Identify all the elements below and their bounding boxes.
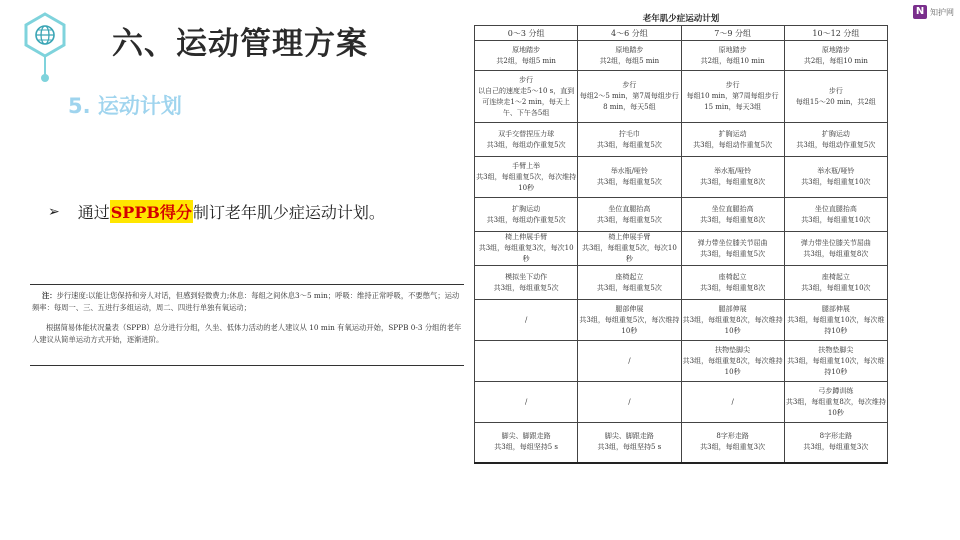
header-hexagon <box>22 12 68 70</box>
table-cell: 步行 以自己的速度走5～10 s，直到可连续走1～2 min，每天上午、下午各5组 <box>475 71 578 123</box>
table-row <box>475 157 888 198</box>
page-title: 六、运动管理方案 <box>112 26 368 62</box>
bullet-highlight: SPPB得分 <box>110 200 193 223</box>
table-cell: 坐位直腿抬高 共3组，每组重复5次 <box>578 198 681 232</box>
table-cell: 腿部伸展 共3组，每组重复5次，每次维持10秒 <box>578 300 681 341</box>
table-row <box>475 266 888 300</box>
bullet-text-after: 制订老年肌少症运动计划。 <box>192 203 385 222</box>
table-cell: 扩胸运动 共3组，每组动作重复5次 <box>784 123 887 157</box>
table-header: 4～6 分组 <box>578 26 681 41</box>
table-row <box>475 423 888 463</box>
table-header: 10～12 分组 <box>784 26 887 41</box>
note-line-1 <box>32 290 462 314</box>
table-row <box>475 232 888 266</box>
table-row <box>475 71 888 123</box>
bullet-point <box>48 200 385 223</box>
table-cell: 原地踏步 共2组，每组10 min <box>784 41 887 71</box>
table-cell: 步行 每组2～5 min，第7周每组步行8 min，每天5组 <box>578 71 681 123</box>
table-cell: 原地踏步 共2组，每组5 min <box>578 41 681 71</box>
table-cell: 手臂上举 共3组，每组重复5次，每次维持10秒 <box>475 157 578 198</box>
zhihuwang-logo <box>913 5 954 19</box>
table-cell: 腿部伸展 共3组，每组重复8次，每次维持10秒 <box>681 300 784 341</box>
table-cell: / <box>681 382 784 423</box>
note-line-1-text: 步行速度:以能让您保持和旁人对话，但感到轻微费力;休息：每组之间休息3～5 min；呼吸：维持正常呼吸，不要憋气；运动频率：每周一、三、五进行多组运动，周二、四进行单独有氧运动； <box>32 291 460 312</box>
table-cell: 双手交替捏压力球 共3组，每组动作重复5次 <box>475 123 578 157</box>
table-cell: 原地踏步 共2组，每组10 min <box>681 41 784 71</box>
table-cell: / <box>578 382 681 423</box>
table-cell: 扩胸运动 共3组，每组动作重复5次 <box>681 123 784 157</box>
table-cell: 脚尖、脚跟走路 共3组，每组坚持5 s <box>475 423 578 463</box>
bullet-text-before: 通过 <box>77 203 110 222</box>
table-cell: 8字形走路 共3组，每组重复3次 <box>784 423 887 463</box>
table-title: 老年肌少症运动计划 <box>642 14 720 24</box>
table-cell: / <box>475 300 578 341</box>
table-cell: 坐位直腿抬高 共3组，每组重复8次 <box>681 198 784 232</box>
table-header: 0～3 分组 <box>475 26 578 41</box>
table-cell: / <box>475 382 578 423</box>
table-cell: 椅上伸展手臂 共3组，每组重复3次，每次10秒 <box>475 232 578 266</box>
table-row <box>475 198 888 232</box>
arrow-bullet-icon: ➢ <box>48 203 60 220</box>
logo-text: 知护网 <box>930 7 954 17</box>
hexagon-stem <box>44 56 46 76</box>
table-cell: 座椅起立 共3组，每组重复5次 <box>578 266 681 300</box>
logo-mark: N <box>913 5 927 19</box>
table-cell: 腿部伸展 共3组，每组重复10次，每次维持10秒 <box>784 300 887 341</box>
hexagon-dot <box>41 74 49 82</box>
table-cell: 弹力带坐位膝关节屈曲 共3组，每组重复5次 <box>681 232 784 266</box>
table-cell <box>475 341 578 382</box>
table-header-row <box>475 26 888 41</box>
table-row <box>475 41 888 71</box>
table-header: 7～9 分组 <box>681 26 784 41</box>
exercise-plan-table <box>474 25 888 464</box>
table-cell: 模拟坐下动作 共3组，每组重复5次 <box>475 266 578 300</box>
table-cell: 原地踏步 共2组，每组5 min <box>475 41 578 71</box>
table-cell: 扶物垫脚尖 共3组，每组重复10次，每次维持10秒 <box>784 341 887 382</box>
table-cell: 扩胸运动 共3组，每组动作重复5次 <box>475 198 578 232</box>
table-cell: 座椅起立 共3组，每组重复10次 <box>784 266 887 300</box>
table-row <box>475 341 888 382</box>
table-cell: 椅上伸展手臂 共3组，每组重复5次，每次10秒 <box>578 232 681 266</box>
table-cell: 弓步蹲训练 共3组，每组重复8次，每次维持10秒 <box>784 382 887 423</box>
table-cell: / <box>578 341 681 382</box>
table-cell: 坐位直腿抬高 共3组，每组重复10次 <box>784 198 887 232</box>
table-row <box>475 382 888 423</box>
globe-icon <box>22 12 68 58</box>
table-cell: 脚尖、脚跟走路 共3组，每组坚持5 s <box>578 423 681 463</box>
table-cell: 举水瓶/哑铃 共3组，每组重复10次 <box>784 157 887 198</box>
table-cell: 座椅起立 共3组，每组重复8次 <box>681 266 784 300</box>
table-cell: 8字形走路 共3组，每组重复3次 <box>681 423 784 463</box>
section-subtitle: 5. 运动计划 <box>68 94 182 118</box>
table-cell: 弹力带坐位膝关节屈曲 共3组，每组重复8次 <box>784 232 887 266</box>
table-row <box>475 300 888 341</box>
note-label: 注： <box>42 291 57 300</box>
table-cell: 步行 每组15～20 min，共2组 <box>784 71 887 123</box>
note-box <box>30 284 464 366</box>
table-cell: 步行 每组10 min，第7周每组步行15 min，每天3组 <box>681 71 784 123</box>
table-cell: 拧毛巾 共3组，每组重复5次 <box>578 123 681 157</box>
table-row <box>475 123 888 157</box>
table-cell: 扶物垫脚尖 共3组，每组重复8次，每次维持10秒 <box>681 341 784 382</box>
note-line-2: 根据简易体能状况量表（SPPB）总分进行分组，久坐、低体力活动的老人建议从 10 min 有氧运动开始，SPPB 0-3 分组的老年人建议从简单运动方式开始，逐渐进阶。 <box>32 323 462 344</box>
table-cell: 举水瓶/哑铃 共3组，每组重复5次 <box>578 157 681 198</box>
table-cell: 举水瓶/哑铃 共3组，每组重复8次 <box>681 157 784 198</box>
